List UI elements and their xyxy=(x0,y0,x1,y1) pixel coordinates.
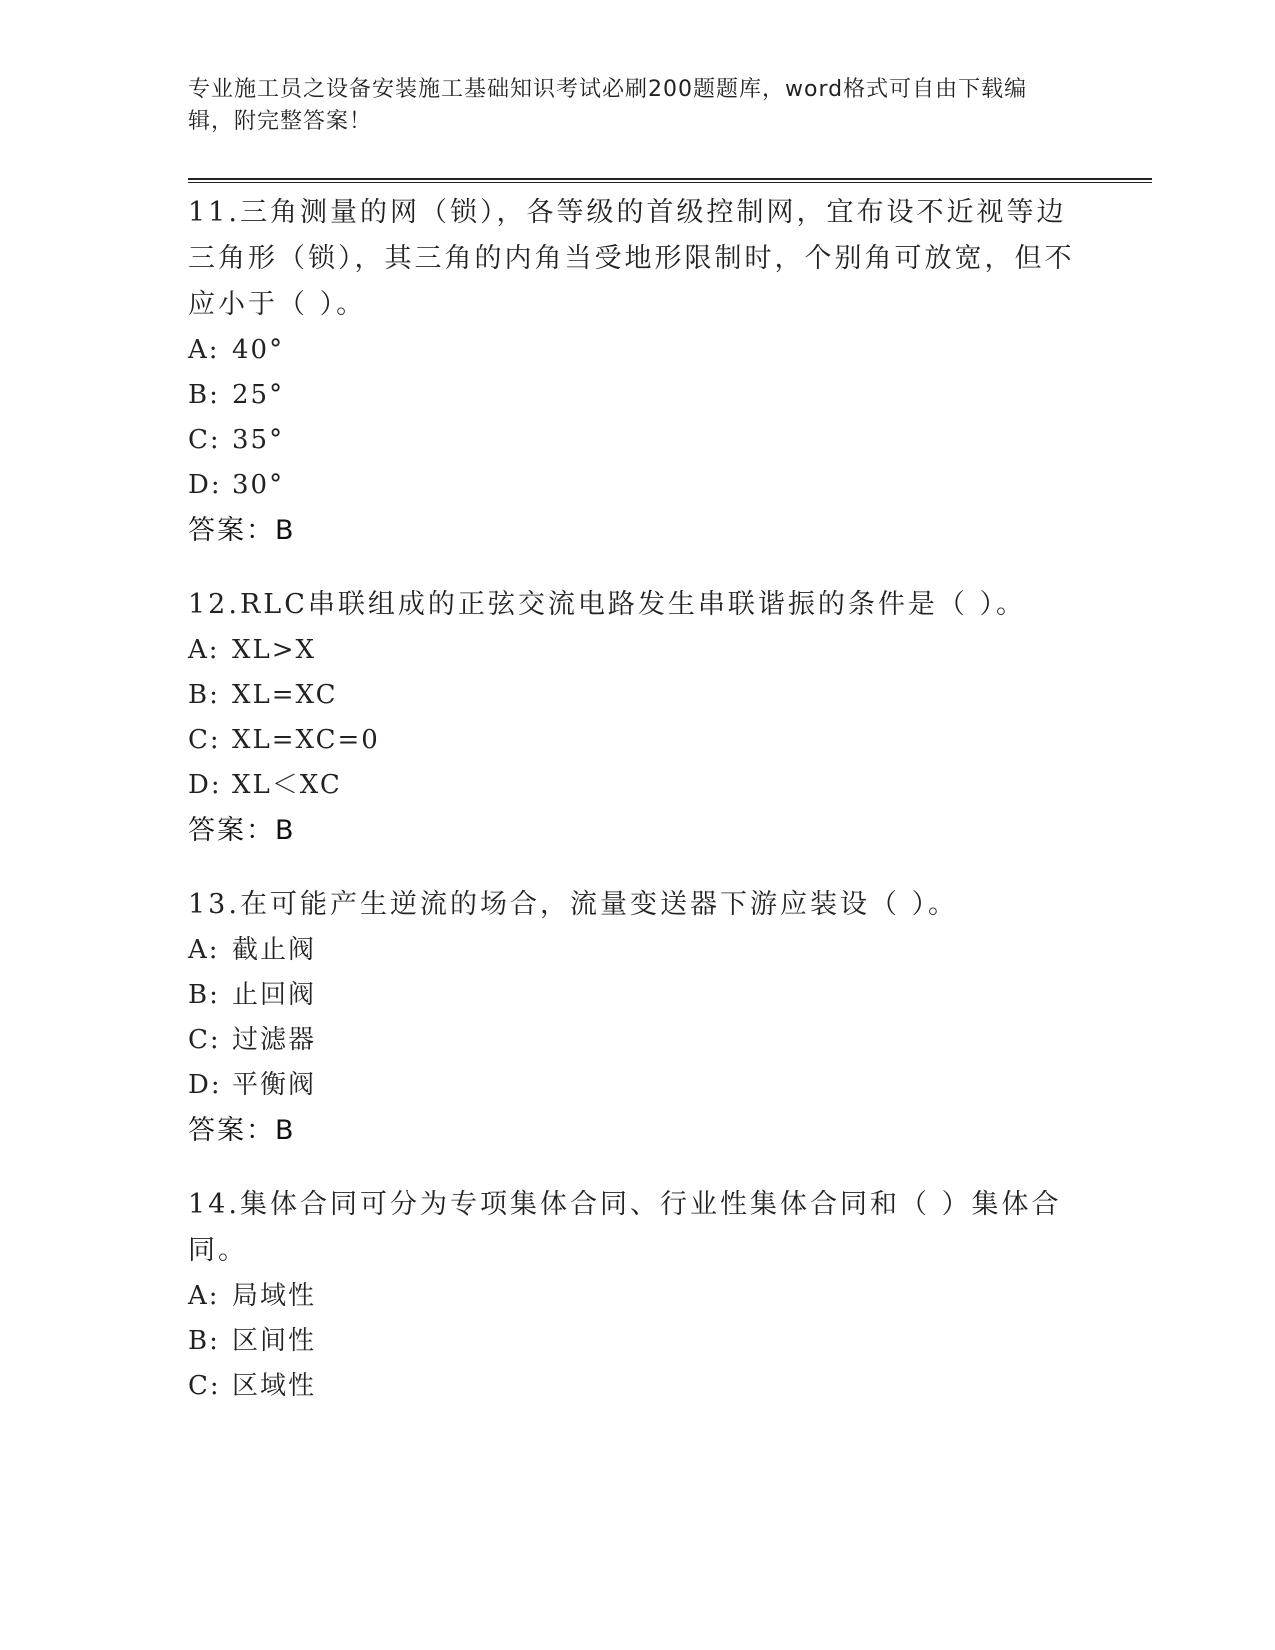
option-key: C: xyxy=(188,1371,221,1401)
option-key: B: xyxy=(188,380,220,410)
question-stem: 12.RLC串联组成的正弦交流电路发生串联谐振的条件是（ ）。 xyxy=(188,589,1026,620)
option-a xyxy=(188,928,1088,973)
option-key: A: xyxy=(188,1281,220,1311)
question-stem: 11.三角测量的网（锁），各等级的首级控制网，宜布设不近视等边三角形（锁），其三角的内角当受地形限制时，个别角可放宽，但不应小于（ ）。 xyxy=(188,197,1075,320)
option-text: 平衡阀 xyxy=(232,1070,317,1100)
option-text: 过滤器 xyxy=(232,1025,317,1055)
header-divider-thick xyxy=(188,178,1152,180)
option-text: XL>X xyxy=(232,635,317,665)
option-text: 30° xyxy=(232,470,285,500)
option-key: C: xyxy=(188,1025,221,1055)
document-header-title: 专业施工员之设备安装施工基础知识考试必刷200题题库，word格式可自由下载编辑，附完整答案！ xyxy=(188,77,1028,134)
option-key: C: xyxy=(188,725,221,755)
option-b xyxy=(188,373,1088,418)
option-text: 40° xyxy=(232,335,285,365)
option-text: 35° xyxy=(232,425,285,455)
option-key: B: xyxy=(188,1326,220,1356)
option-d xyxy=(188,763,1088,808)
answer-line: 答案：B xyxy=(188,515,296,546)
option-text: XL=XC=0 xyxy=(232,725,380,755)
option-text: 局域性 xyxy=(232,1281,317,1311)
question-list xyxy=(188,190,1088,1437)
option-text: 区间性 xyxy=(232,1326,317,1356)
question-stem: 14.集体合同可分为专项集体合同、行业性集体合同和（ ）集体合同。 xyxy=(188,1189,1062,1266)
option-key: B: xyxy=(188,980,220,1010)
header-divider-thin xyxy=(188,182,1152,183)
option-b xyxy=(188,673,1088,718)
question-stem: 13.在可能产生逆流的场合，流量变送器下游应装设（ ）。 xyxy=(188,889,959,920)
option-d xyxy=(188,1063,1088,1108)
option-b xyxy=(188,1319,1088,1364)
option-b xyxy=(188,973,1088,1018)
option-c xyxy=(188,1018,1088,1063)
option-key: C: xyxy=(188,425,221,455)
question-item xyxy=(188,1182,1088,1409)
answer-line: 答案：B xyxy=(188,815,296,846)
option-c xyxy=(188,1364,1088,1409)
option-c xyxy=(188,718,1088,763)
option-key: D: xyxy=(188,470,222,500)
option-text: 25° xyxy=(232,380,285,410)
question-item xyxy=(188,582,1088,854)
option-text: XL＜XC xyxy=(232,770,342,800)
option-text: 止回阀 xyxy=(232,980,317,1010)
option-a xyxy=(188,1274,1088,1319)
option-key: A: xyxy=(188,935,220,965)
option-text: 截止阀 xyxy=(232,935,317,965)
option-text: 区域性 xyxy=(232,1371,317,1401)
option-d xyxy=(188,463,1088,508)
option-a xyxy=(188,328,1088,373)
option-key: A: xyxy=(188,335,220,365)
option-text: XL=XC xyxy=(232,680,338,710)
option-key: B: xyxy=(188,680,220,710)
question-item xyxy=(188,882,1088,1154)
question-item xyxy=(188,190,1088,554)
option-a xyxy=(188,628,1088,673)
option-c xyxy=(188,418,1088,463)
answer-line: 答案：B xyxy=(188,1115,296,1146)
option-key: D: xyxy=(188,1070,222,1100)
option-key: D: xyxy=(188,770,222,800)
option-key: A: xyxy=(188,635,220,665)
